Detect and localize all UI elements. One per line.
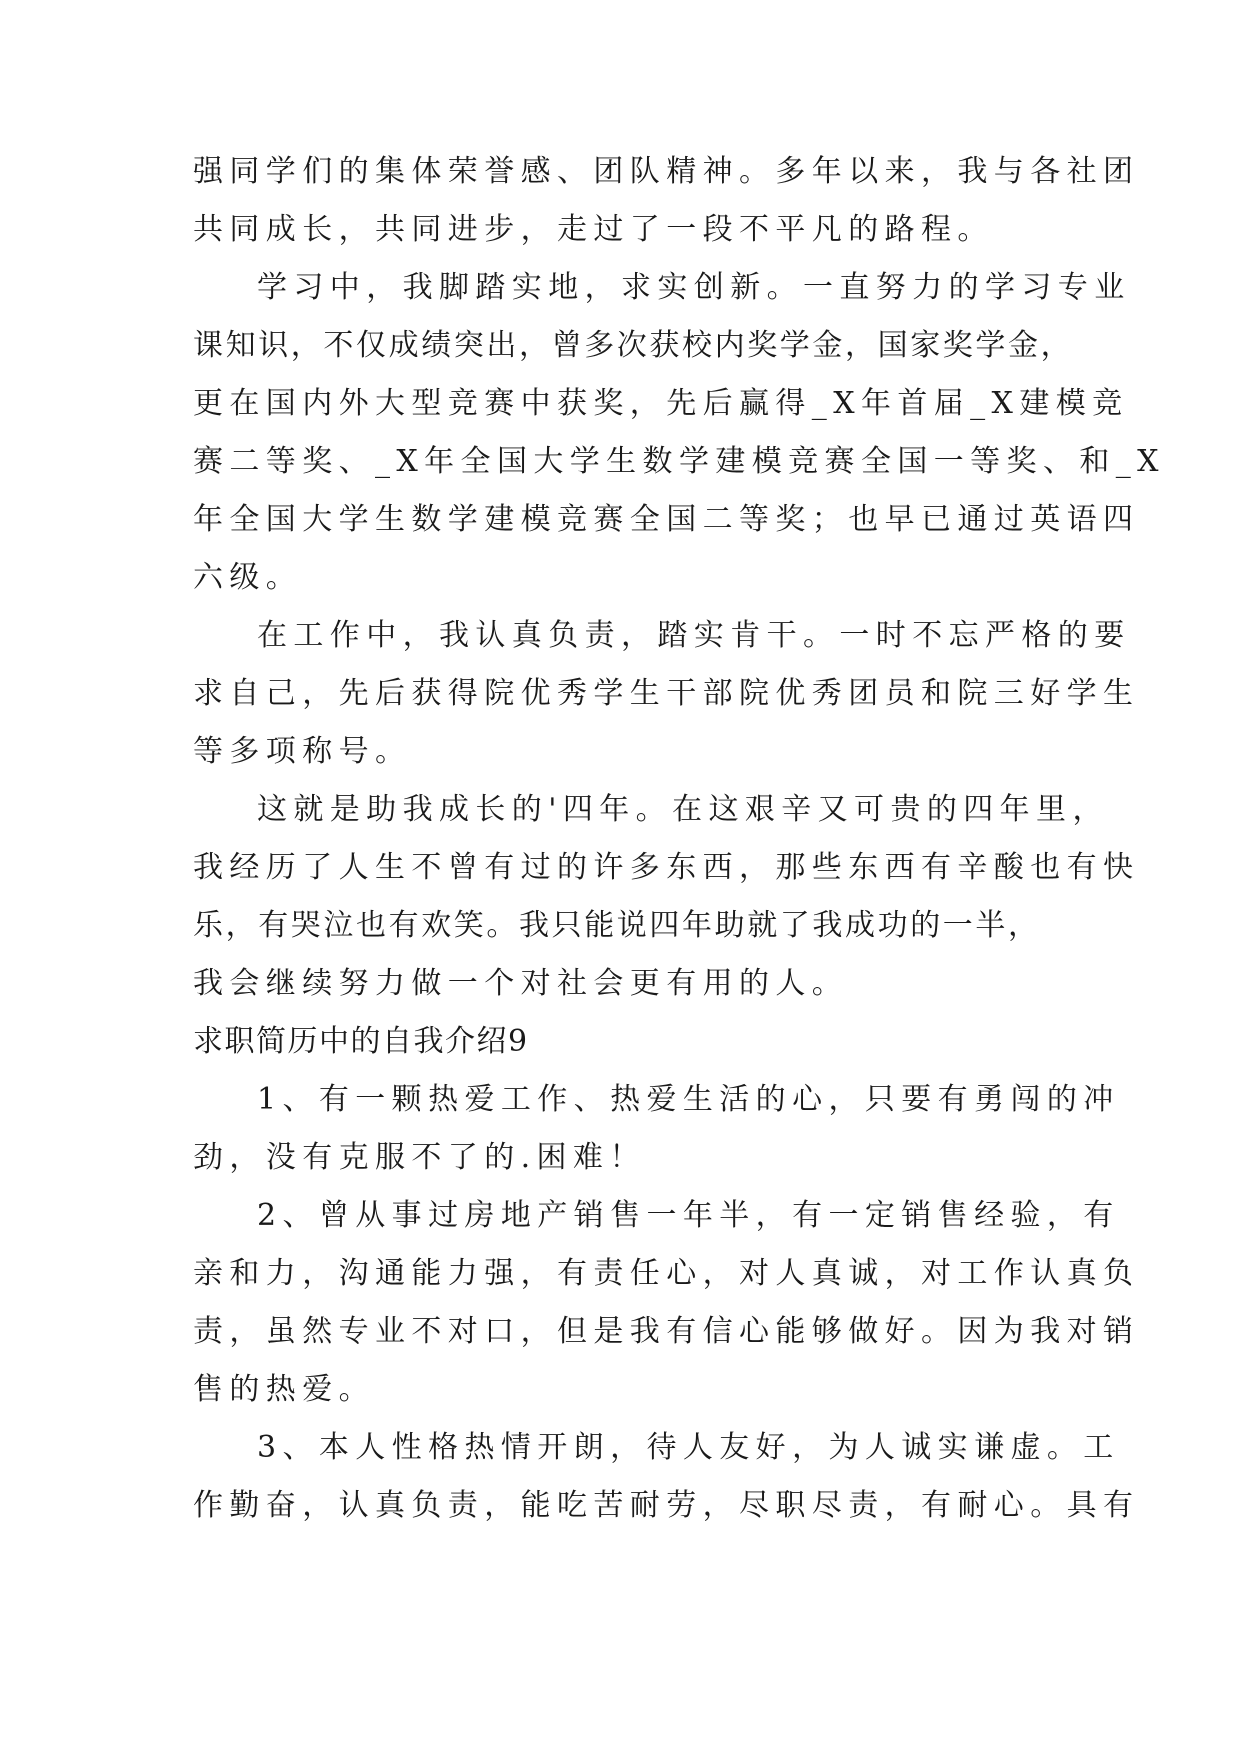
paragraph-start-line: 1、有一颗热爱工作、热爱生活的心，只要有勇闯的冲 [257, 1082, 1120, 1117]
text-line: 年全国大学生数学建模竞赛全国二等奖；也早已通过英语四 [193, 502, 1140, 537]
text-line: 等多项称号。 [193, 734, 412, 769]
section-heading: 求职简历中的自我介绍9 [193, 1024, 529, 1059]
text-line: 亲和力，沟通能力强，有责任心，对人真诚，对工作认真负 [193, 1256, 1140, 1291]
text-line: 六级。 [193, 560, 303, 595]
text-line: 售的热爱。 [193, 1372, 375, 1407]
text-line: 课知识，不仅成绩突出，曾多次获校内奖学金，国家奖学金， [193, 328, 1074, 363]
text-line: 乐，有哭泣也有欢笑。我只能说四年助就了我成功的一半， [193, 908, 1041, 943]
text-line: 求自己，先后获得院优秀学生干部院优秀团员和院三好学生 [193, 676, 1140, 711]
text-line: 赛二等奖、_X年全国大学生数学建模竞赛全国一等奖、和_X [193, 444, 1165, 479]
text-line: 共同成长，共同进步，走过了一段不平凡的路程。 [193, 212, 994, 247]
paragraph-start-line: 2、曾从事过房地产销售一年半，有一定销售经验，有 [257, 1198, 1120, 1233]
text-line: 责，虽然专业不对口，但是我有信心能够做好。因为我对销 [193, 1314, 1140, 1349]
paragraph-start-line: 学习中，我脚踏实地，求实创新。一直努力的学习专业 [257, 270, 1131, 305]
text-line: 更在国内外大型竞赛中获奖，先后赢得_X年首届_X建模竞 [193, 386, 1129, 421]
text-line: 我经历了人生不曾有过的许多东西，那些东西有辛酸也有快 [193, 850, 1140, 885]
paragraph-start-line: 这就是助我成长的'四年。在这艰辛又可贵的四年里， [257, 792, 1109, 827]
text-line: 作勤奋，认真负责，能吃苦耐劳，尽职尽责，有耐心。具有 [193, 1488, 1140, 1523]
text-line: 我会继续努力做一个对社会更有用的人。 [193, 966, 849, 1001]
text-line: 劲，没有克服不了的.困难！ [193, 1140, 646, 1175]
paragraph-start-line: 在工作中，我认真负责，踏实肯干。一时不忘严格的要 [257, 618, 1131, 653]
paragraph-start-line: 3、本人性格热情开朗，待人友好，为人诚实谦虚。工 [257, 1430, 1120, 1465]
text-line: 强同学们的集体荣誉感、团队精神。多年以来，我与各社团 [193, 154, 1140, 189]
